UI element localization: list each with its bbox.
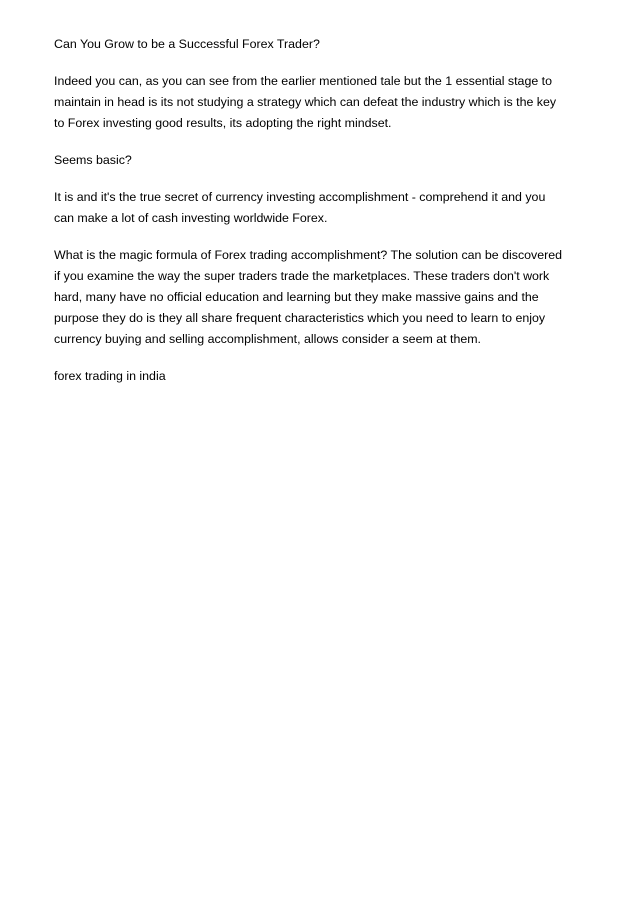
paragraph-1 xyxy=(54,71,594,134)
text-line: if you examine the way the super traders trade the marketplaces. These traders don't work xyxy=(54,269,550,283)
paragraph-3 xyxy=(54,187,594,229)
document-body xyxy=(54,34,594,403)
document-title xyxy=(54,34,594,55)
paragraph-2 xyxy=(54,150,594,171)
text-line: purpose they do is they all share frequent characteristics which you need to learn to enjoy xyxy=(54,311,546,325)
footer-paragraph xyxy=(54,366,594,387)
text-line: can make a lot of cash investing worldwide Forex. xyxy=(54,211,328,225)
title-line: Can You Grow to be a Successful Forex Trader? xyxy=(54,37,320,51)
text-line: hard, many have no official education and learning but they make massive gains and the xyxy=(54,290,539,304)
text-line: Indeed you can, as you can see from the earlier mentioned tale but the 1 essential stage to xyxy=(54,74,553,88)
paragraph-4 xyxy=(54,245,594,350)
text-line: It is and it's the true secret of currency investing accomplishment - comprehend it and you xyxy=(54,190,546,204)
text-line: maintain in head is its not studying a strategy which can defeat the industry which is the key xyxy=(54,95,557,109)
text-line: currency buying and selling accomplishment, allows consider a seem at them. xyxy=(54,332,481,346)
footer-link-text[interactable]: forex trading in india xyxy=(54,369,166,383)
text-line: Seems basic? xyxy=(54,153,132,167)
text-line: to Forex investing good results, its adopting the right mindset. xyxy=(54,116,392,130)
text-line: What is the magic formula of Forex trading accomplishment? The solution can be discovered xyxy=(54,248,563,262)
